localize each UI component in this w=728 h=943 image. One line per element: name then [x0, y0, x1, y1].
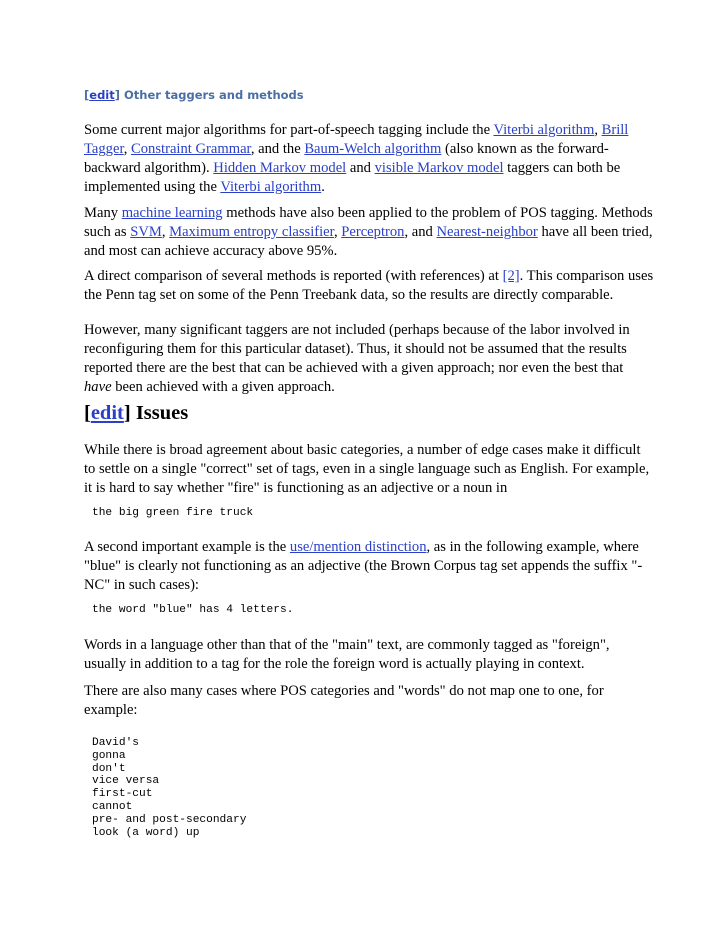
paragraph-foreign: Words in a language other than that of the "main" text, are commonly tagged as "foreign", usually in addition to a tag for the role the foreign word is actually playing in context. — [84, 637, 610, 672]
paragraph-issues: While there is broad agreement about basic categories, a number of edge cases make it difficult to settle on a single "correct" set of tags, even in a single language such as English. For example, it is hard to say whether "fire" is functioning as an adjective or a noun in — [84, 442, 650, 496]
link-viterbi-algorithm[interactable]: Viterbi algorithm — [493, 122, 595, 138]
code-block-3 — [84, 737, 654, 839]
link-use-mention[interactable]: use/mention distinction — [289, 539, 427, 555]
paragraph-taggers: However, many significant taggers are not included (perhaps because of the labor involved in reconfiguring them for this particular dataset). Thus, it should not be assumed that the results reported there are the best that can be achieved with a given approach; nor even the best that have been achieved with a given approach. — [84, 322, 630, 395]
paragraph-algorithms: Some current major algorithms for part-of-speech tagging include the Viterbi algorithm, Brill Tagger, Constraint Grammar, and the Baum-Welch algorithm (also known as the forward-backward algorithm). Hidden Markov model and visible Markov model taggers can both be implemented using the Viterbi algorithm. — [84, 122, 629, 195]
edit-link-issues[interactable]: edit — [90, 402, 124, 424]
subheading-title: Other taggers and methods — [124, 88, 304, 102]
paragraph-machine-learning: Many machine learning methods have also been applied to the problem of POS tagging. Methods such as SVM, Maximum entropy classifier, Perceptron, and Nearest-neighbor have all been tried, and most can achieve accuracy above 95%. — [84, 205, 653, 259]
code-line: David's — [92, 737, 139, 749]
code-line: cannot — [92, 800, 133, 813]
paragraph-use-mention: A second important example is the use/mention distinction, as in the following example, where "blue" is clearly not functioning as an adjective (the Brown Corpus tag set appends the suffix "-NC" in such cases): — [84, 539, 643, 593]
link-perceptron[interactable]: Perceptron — [341, 224, 405, 240]
code-line: pre- and post-secondary — [92, 813, 247, 826]
code-block-2: the word "blue" has 4 letters. — [92, 604, 294, 616]
code-line: vice versa — [92, 775, 160, 788]
code-line: gonna — [92, 749, 126, 762]
code-line: don't — [92, 762, 126, 775]
link-viterbi-algorithm-2[interactable]: Viterbi algorithm — [220, 179, 322, 195]
link-reference-2[interactable]: [2] — [502, 268, 520, 284]
link-svm[interactable]: SVM — [130, 224, 162, 240]
link-hidden-markov-model[interactable]: Hidden Markov model — [213, 160, 347, 176]
link-maximum-entropy[interactable]: Maximum entropy classifier — [169, 224, 334, 240]
code-block-1: the big green fire truck — [92, 507, 254, 519]
code-line: first-cut — [92, 788, 153, 801]
link-brill-tagger[interactable]: Brill Tagger — [84, 122, 629, 157]
link-baum-welch[interactable]: Baum-Welch algorithm — [304, 141, 442, 157]
code-line: look (a word) up — [92, 826, 200, 839]
link-constraint-grammar[interactable]: Constraint Grammar — [131, 141, 251, 157]
section-subheading: [edit] Other taggers and methods — [84, 88, 304, 102]
link-machine-learning[interactable]: machine learning — [121, 205, 223, 221]
link-nearest-neighbor[interactable]: Nearest-neighbor — [436, 224, 538, 240]
paragraph-pos-categories: There are also many cases where POS categories and "words" do not map one to one, for example: — [84, 683, 604, 718]
link-visible-markov-model[interactable]: visible Markov model — [374, 160, 504, 176]
heading-title: Issues — [135, 402, 189, 424]
heading-issues: [edit] Issues — [84, 402, 189, 424]
edit-link[interactable]: edit — [89, 88, 115, 102]
paragraph-comparison: A direct comparison of several methods is reported (with references) at [2]. This comparison uses the Penn tag set on some of the Penn Treebank data, so the results are directly comparable. — [84, 268, 654, 303]
